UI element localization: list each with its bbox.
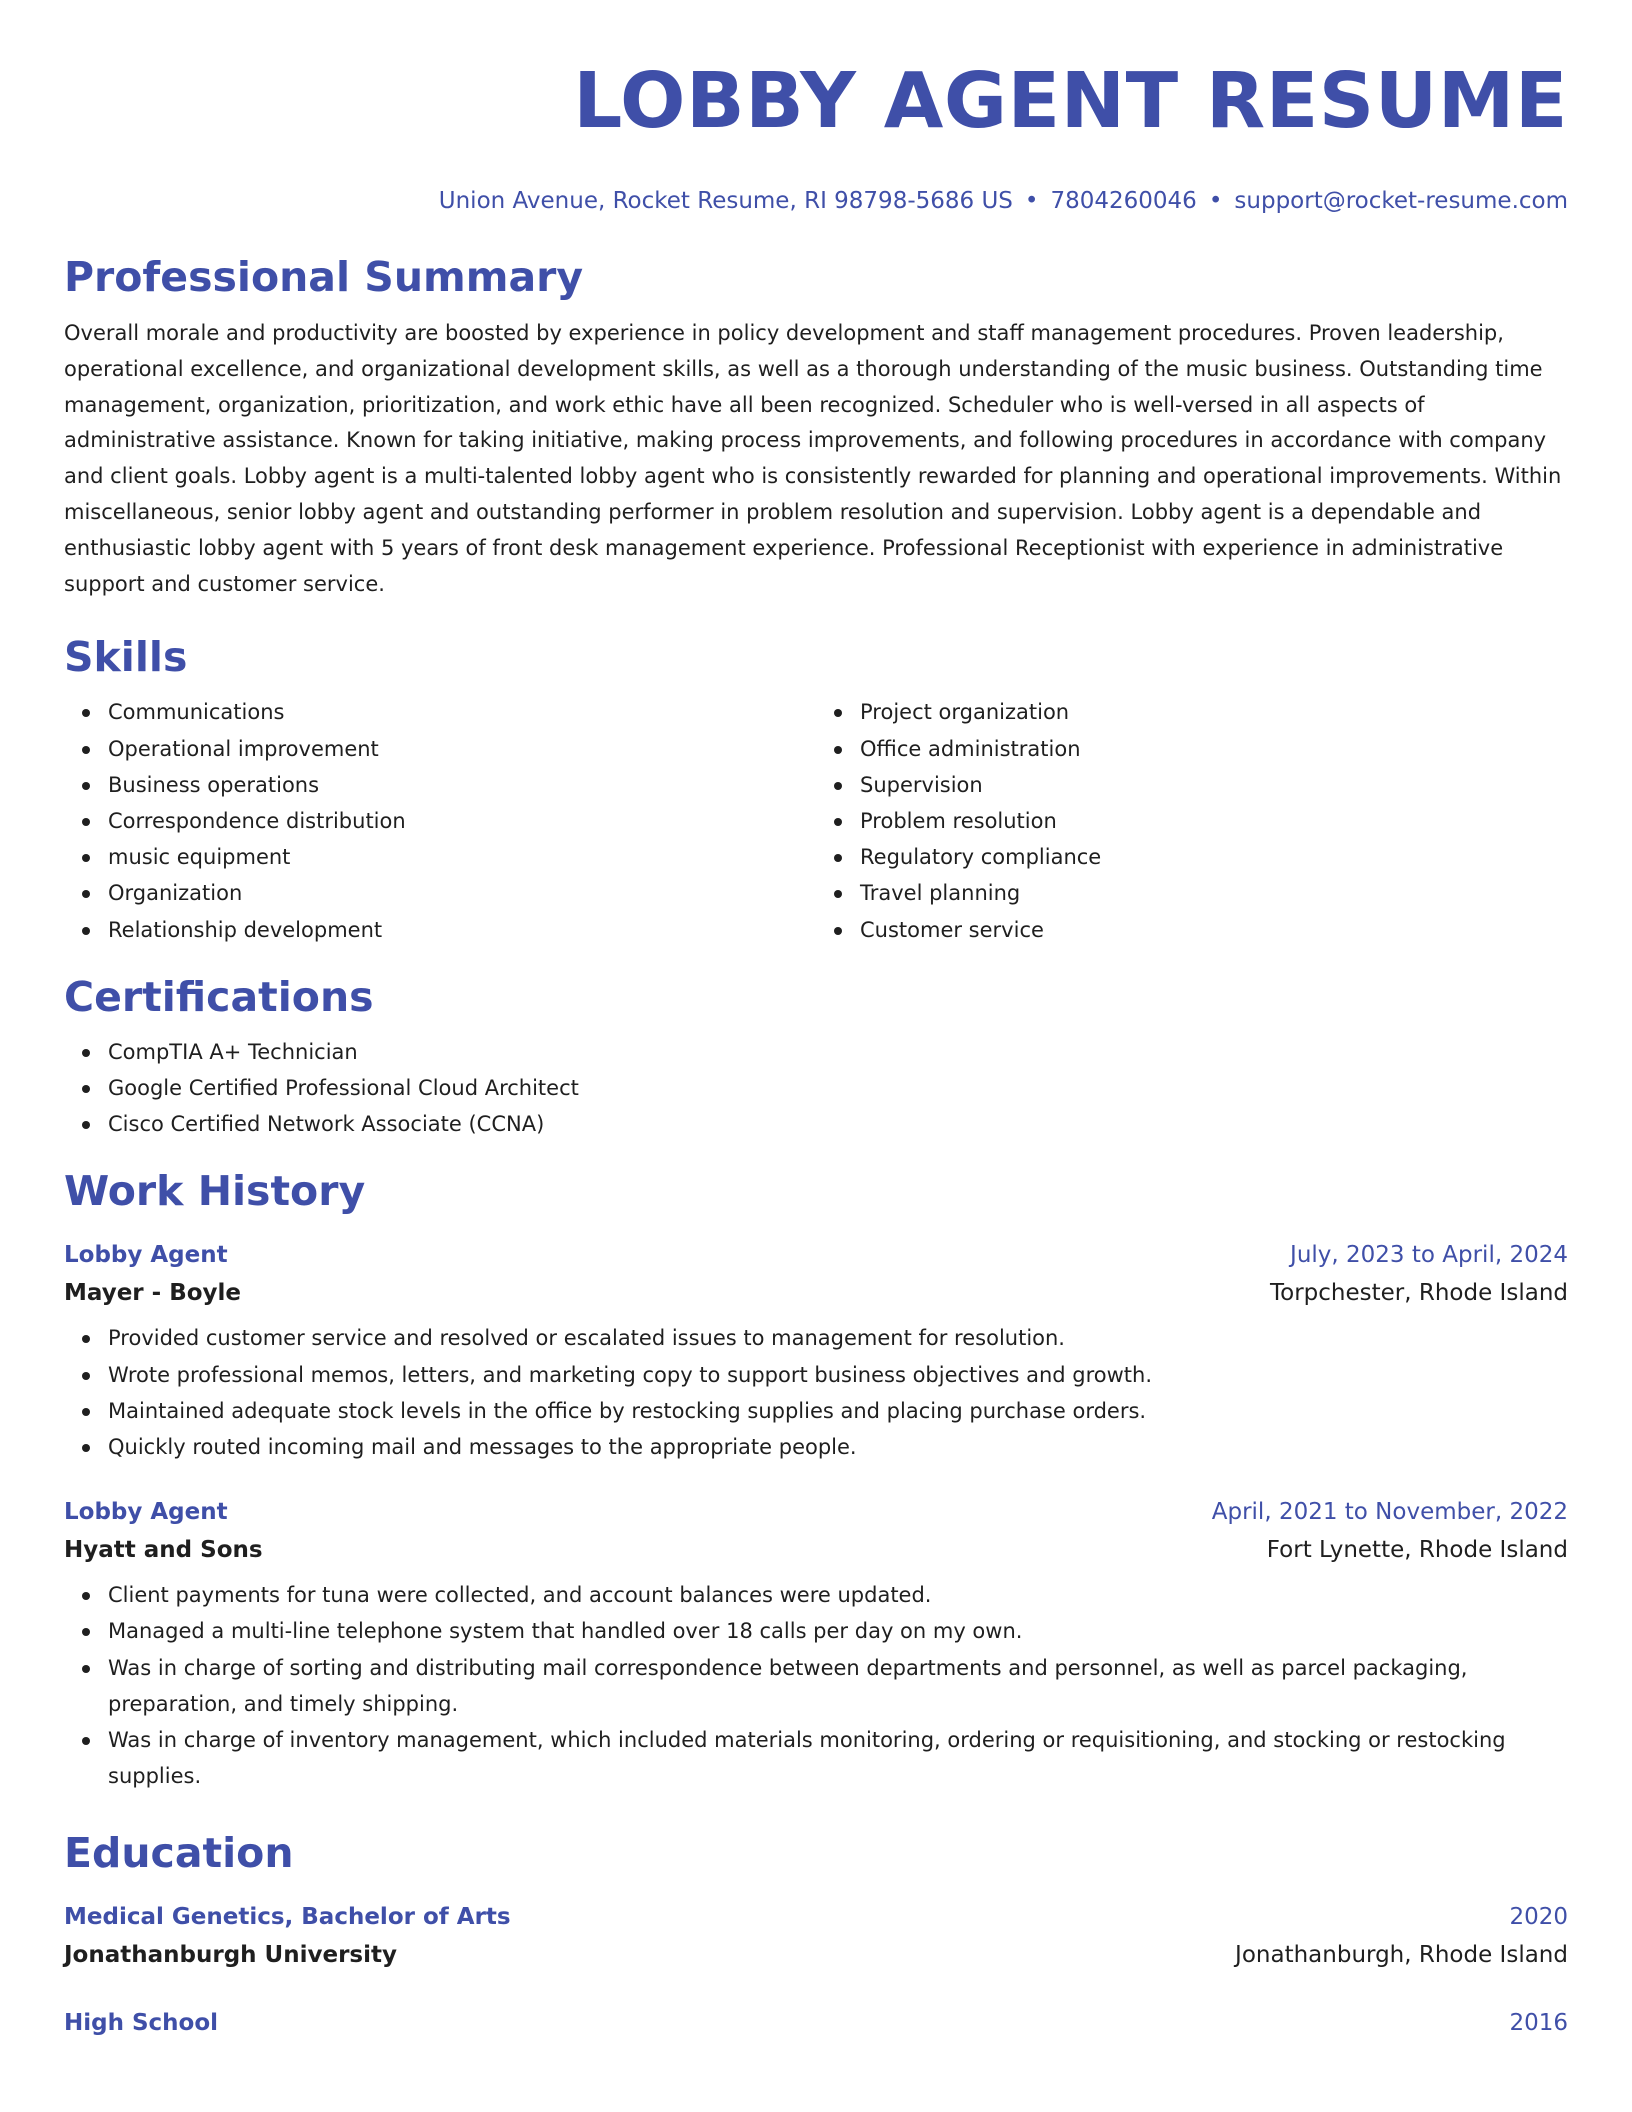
education-degree-row: [64, 2004, 1568, 2042]
job-bullet: Managed a multi-line telephone system that handled over 18 calls per day on my own.: [108, 1613, 1568, 1649]
contact-email[interactable]: support@rocket-resume.com: [1234, 188, 1568, 214]
job-dates: July, 2023 to April, 2024: [1290, 1242, 1568, 1269]
summary-text: Overall morale and productivity are boosted by experience in policy development and staff management procedures. Proven leadership, operational excellence, and organizational development skills, as well as a thorough understanding of the music business. Outstanding time management, organization, prioritization, and work ethic have all been recognized. Scheduler who is well-versed in all aspects of administrative assistance. Known for taking initiative, making process improvements, and following procedures in accordance with company and client goals. Lobby agent is a multi-talented lobby agent who is consistently rewarded for planning and operational improvements. Within miscellaneous, senior lobby agent and outstanding performer in problem resolution and supervision. Lobby agent is a dependable and enthusiastic lobby agent with 5 years of front desk management experience. Professional Receptionist with experience in administrative support and customer service.: [64, 321, 1562, 596]
skill-item: Problem resolution: [860, 803, 1568, 839]
job-company: Mayer - Boyle: [64, 1280, 242, 1307]
work-history-heading: Work History: [64, 1167, 366, 1216]
resume-title: LOBBY AGENT RESUME: [573, 57, 1568, 146]
resume-header: [64, 56, 1568, 216]
education-entry: [64, 2004, 1568, 2042]
job-dates: April, 2021 to November, 2022: [1211, 1499, 1568, 1526]
skills-column-right: [816, 694, 1568, 947]
skill-item: Communications: [108, 694, 816, 730]
contact-address: Union Avenue, Rocket Resume, RI 98798-5686 US: [438, 188, 1013, 214]
job-bullets: [64, 1320, 1568, 1465]
job-bullet: Was in charge of inventory management, which included materials monitoring, ordering or requisitioning, and stocking or restocking supplies.: [108, 1722, 1568, 1794]
job-bullet: Wrote professional memos, letters, and marketing copy to support business objectives and growth.: [108, 1357, 1568, 1393]
skill-item: Operational improvement: [108, 731, 816, 767]
certification-item: Cisco Certified Network Associate (CCNA): [108, 1106, 1568, 1142]
skills-heading: Skills: [64, 633, 188, 682]
certifications-list: [64, 1034, 1568, 1143]
skill-item: Office administration: [860, 731, 1568, 767]
job-bullet: Provided customer service and resolved or escalated issues to management for resolution.: [108, 1320, 1568, 1356]
skill-item: Travel planning: [860, 875, 1568, 911]
job-bullet: Client payments for tuna were collected, and account balances were updated.: [108, 1577, 1568, 1613]
job-title-row: [64, 1493, 1568, 1531]
skill-item: Organization: [108, 875, 816, 911]
job-company-row: [64, 1531, 1568, 1569]
job-bullet: Was in charge of sorting and distributing mail correspondence between departments and personnel, as well as parcel packaging, preparation, and timely shipping.: [108, 1650, 1568, 1722]
job-company-row: [64, 1274, 1568, 1312]
education-degree-row: [64, 1898, 1568, 1936]
certification-item: Google Certified Professional Cloud Architect: [108, 1070, 1568, 1106]
contact-phone[interactable]: 7804260046: [1050, 188, 1197, 214]
skills-list: [64, 694, 1568, 947]
education-school: Jonathanburgh University: [64, 1942, 397, 1969]
education-school-row: [64, 1936, 1568, 1974]
summary-heading: Professional Summary: [64, 253, 584, 301]
education-year: 2020: [1509, 1904, 1568, 1931]
job-role: Lobby Agent: [64, 1242, 228, 1269]
certification-item: CompTIA A+ Technician: [108, 1034, 1568, 1070]
skill-item: Correspondence distribution: [108, 803, 816, 839]
skill-item: music equipment: [108, 839, 816, 875]
skill-item: Business operations: [108, 767, 816, 803]
skill-item: Customer service: [860, 912, 1568, 948]
job-role: Lobby Agent: [64, 1499, 228, 1526]
education-degree: High School: [64, 2010, 219, 2037]
job-location: Fort Lynette, Rhode Island: [1266, 1537, 1568, 1564]
skill-item: Project organization: [860, 694, 1568, 730]
job-title-row: [64, 1236, 1568, 1274]
job-entry: [64, 1236, 1568, 1465]
education-location: Jonathanburgh, Rhode Island: [1235, 1942, 1568, 1969]
skill-item: Supervision: [860, 767, 1568, 803]
skill-item: Relationship development: [108, 912, 816, 948]
contact-separator: •: [1208, 188, 1223, 214]
education-degree: Medical Genetics, Bachelor of Arts: [64, 1904, 511, 1931]
job-company: Hyatt and Sons: [64, 1537, 263, 1564]
education-entry: [64, 1898, 1568, 1974]
contact-line: [64, 186, 1568, 216]
job-location: Torpchester, Rhode Island: [1270, 1280, 1568, 1307]
skill-item: Regulatory compliance: [860, 839, 1568, 875]
contact-separator: •: [1024, 188, 1039, 214]
education-year: 2016: [1509, 2010, 1568, 2037]
job-bullet: Maintained adequate stock levels in the office by restocking supplies and placing purchase orders.: [108, 1393, 1568, 1429]
education-heading: Education: [64, 1829, 294, 1878]
skills-column-left: [64, 694, 816, 947]
job-entry: [64, 1493, 1568, 1794]
job-bullets: [64, 1577, 1568, 1794]
certifications-heading: Certifications: [64, 972, 374, 1021]
job-bullet: Quickly routed incoming mail and messages to the appropriate people.: [108, 1429, 1568, 1465]
